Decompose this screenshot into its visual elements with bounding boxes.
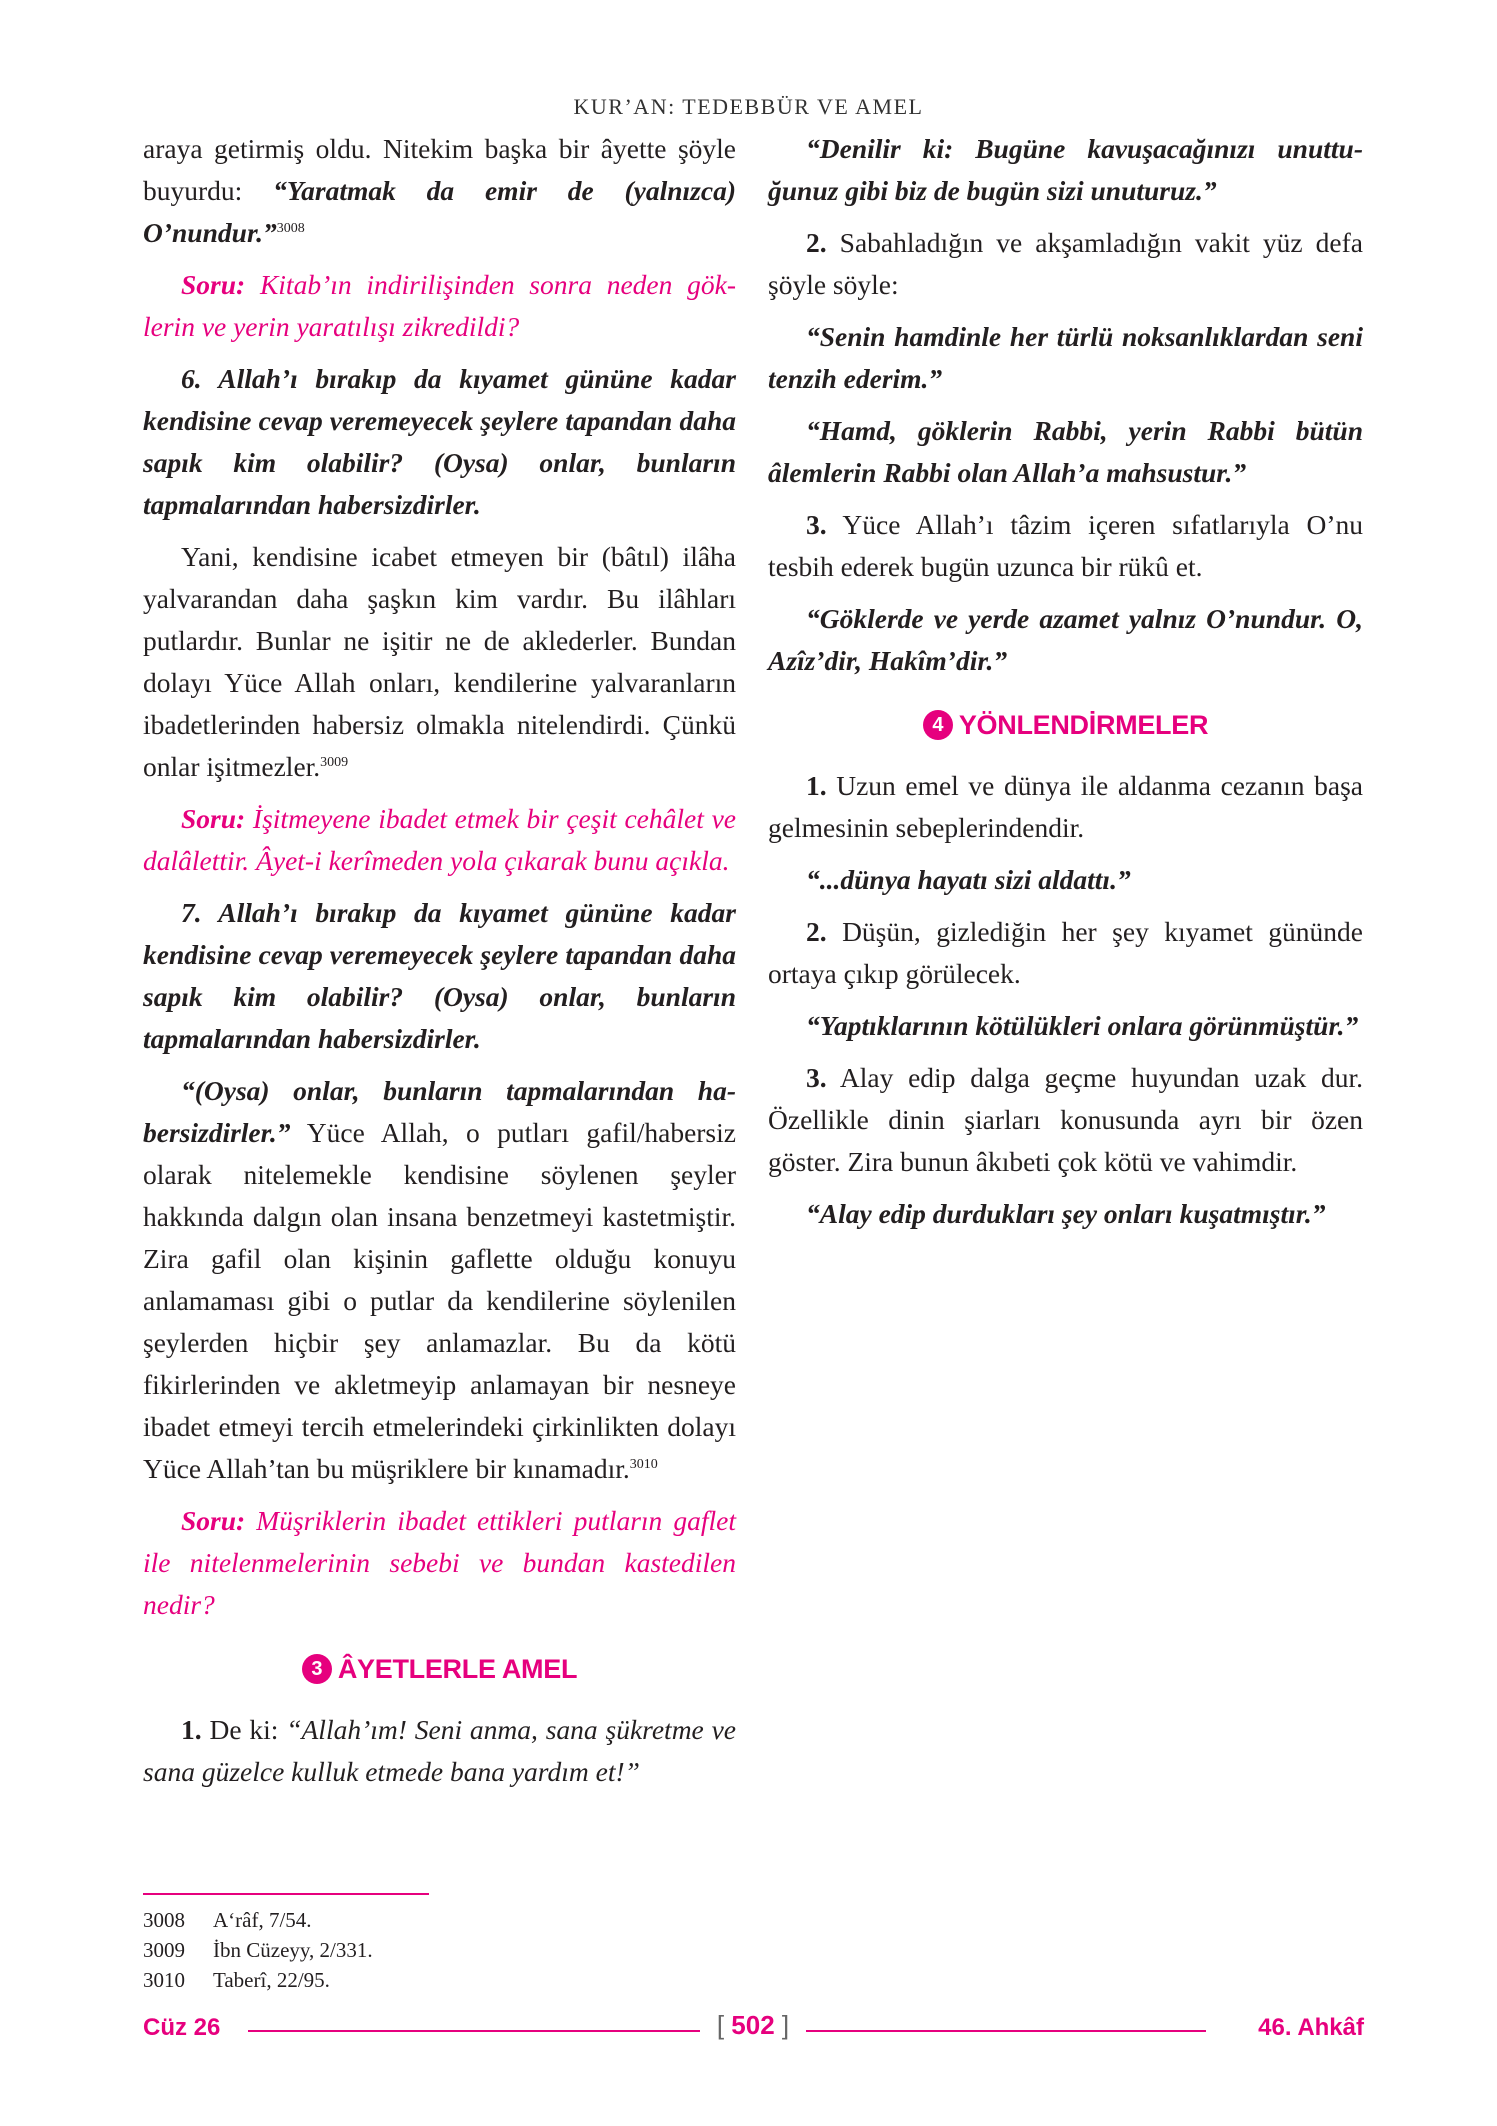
body-text: Uzun emel ve dünya ile aldanma cezanın başa gelmesinin sebeplerindendir. bbox=[768, 770, 1363, 843]
page-bracket: ] bbox=[781, 2010, 790, 2040]
section-heading-ayetlerle-amel bbox=[143, 1654, 736, 1685]
question bbox=[143, 1500, 736, 1626]
question bbox=[143, 264, 736, 348]
right-column bbox=[768, 128, 1363, 1245]
page-number bbox=[700, 2010, 806, 2041]
item-number: 1. bbox=[806, 770, 827, 801]
paragraph bbox=[768, 1057, 1363, 1183]
item-number: 1. bbox=[181, 1714, 202, 1745]
footer-rule bbox=[806, 2030, 1206, 2032]
body-text: Yüce Allah’ı tâzim içeren sıfatlarıyla O’nu tesbih ederek bugün uzunca bir rükû et. bbox=[768, 509, 1363, 582]
section-title: YÖNLENDİRMELER bbox=[958, 710, 1209, 740]
prayer-quote: “Allah’ım! Seni anma, sana şükretme ve sana güzelce kulluk etmede bana yardım et!” bbox=[143, 1714, 736, 1787]
footnote-number: 3010 bbox=[143, 1968, 185, 1992]
footnotes bbox=[143, 1905, 373, 1995]
footnote bbox=[143, 1905, 373, 1935]
footnote bbox=[143, 1965, 373, 1995]
footnote-ref: 3010 bbox=[629, 1457, 658, 1472]
running-header: KUR’AN: TEDEBBÜR VE AMEL bbox=[573, 94, 924, 119]
footnote-ref: 3009 bbox=[320, 755, 349, 770]
paragraph bbox=[143, 1709, 736, 1793]
section-heading-yonlendirmeler bbox=[768, 710, 1363, 741]
footnote-number: 3008 bbox=[143, 1908, 185, 1932]
body-text: Düşün, gizlediğin her şey kıyamet gününde ortaya çıkıp görülecek. bbox=[768, 916, 1363, 989]
question-label: Soru: bbox=[181, 269, 246, 300]
question-label: Soru: bbox=[181, 1505, 246, 1536]
verse: 7. Allah’ı bırakıp da kıyamet gününe kadar kendisine cevap veremeyecek şeylere tapandan daha sapık kim olabilir? (Oysa) onlar, bunların tapmalarından habersizdirler. bbox=[143, 897, 736, 1054]
section-number-badge: 4 bbox=[923, 710, 953, 740]
paragraph bbox=[143, 128, 736, 254]
verse-quote: “Denilir ki: Bugüne kavuşacağınızı unuttuğunuz gibi biz de bugün sizi unuturuz.” bbox=[768, 133, 1363, 206]
verse-quote: “Alay edip durdukları şey onları kuşatmıştır.” bbox=[806, 1198, 1326, 1229]
verse-quote: “Hamd, göklerin Rabbi, yerin Rabbi bütün âlemlerin Rabbi olan Allah’a mahsustur.” bbox=[768, 415, 1363, 488]
section-title: ÂYETLERLE AMEL bbox=[337, 1654, 578, 1684]
body-text: De ki: bbox=[201, 1714, 287, 1745]
left-column bbox=[143, 128, 736, 1803]
item-number: 2. bbox=[806, 916, 827, 947]
item-number: 3. bbox=[806, 509, 827, 540]
page-bracket: [ bbox=[716, 2010, 725, 2040]
section-number-badge: 3 bbox=[302, 1654, 332, 1684]
page-number-value: 502 bbox=[731, 2010, 775, 2040]
paragraph bbox=[768, 222, 1363, 306]
paragraph bbox=[768, 911, 1363, 995]
paragraph bbox=[143, 1070, 736, 1490]
page-footer bbox=[0, 2010, 1497, 2046]
footnote bbox=[143, 1935, 373, 1965]
question-label: Soru: bbox=[181, 803, 246, 834]
verse-quote: “Senin hamdinle her türlü noksanlıklardan seni tenzih ederim.” bbox=[768, 321, 1363, 394]
verse-quote: “Göklerde ve yerde azamet yalnız O’nundur. O, Azîz’dir, Hakîm’dir.” bbox=[768, 603, 1363, 676]
question-text: Kitab’ın indirilişinden sonra neden göklerin ve yerin yaratılışı zikredildi? bbox=[143, 269, 736, 342]
juz-label: Cüz 26 bbox=[143, 2014, 221, 2041]
body-text: Alay edip dalga geçme huyundan uzak dur. Özellikle dinin şiarları konusunda ayrı bir özen göster. Zira bunun âkıbeti çok kötü ve vahimdir. bbox=[768, 1062, 1363, 1177]
question-text: Müşriklerin ibadet ettikleri putların gaflet ile nitelenmelerinin sebebi ve bundan kastedilen nedir? bbox=[143, 1505, 736, 1620]
body-text: Yani, kendisine icabet etmeyen bir (bâtıl) ilâha yalvarandan daha şaşkın kim vardır. Bu ilâhları putlardır. Bunlar ne işitir ne de aklederler. Bundan dolayı Yüce Allah onları, kendilerine yalvaranların ibadetlerinden habersiz olmakla nitelendirdi. Çünkü onlar işitmezler. bbox=[143, 541, 736, 782]
verse: 6. Allah’ı bırakıp da kıyamet gününe kadar kendisine cevap veremeyecek şeylere tapandan daha sapık kim olabilir? (Oysa) onlar, bunların tapmalarından habersizdirler. bbox=[143, 363, 736, 520]
paragraph bbox=[768, 765, 1363, 849]
footnote-ref: 3008 bbox=[276, 221, 305, 236]
footnote-number: 3009 bbox=[143, 1938, 185, 1962]
body-text: araya getirmiş oldu. Nitekim başka bir âyette şöyle buyurdu: bbox=[143, 133, 736, 206]
body-text: Sabahladığın ve akşamladığın vakit yüz defa şöyle söyle: bbox=[768, 227, 1363, 300]
verse-quote: “(Oysa) onlar, bunların tapmalarından habersizdirler.” bbox=[143, 1075, 736, 1148]
question-text: İşitmeyene ibadet etmek bir çeşit cehâlet ve dalâlettir. Âyet-i kerîmeden yola çıkarak bunu açıkla. bbox=[143, 803, 736, 876]
body-text: Yüce Allah, o putları gafil/habersiz olarak nitelemekle kendisine söylenen şeyler hakkında dalgın olan insana benzetmeyi kastetmiştir. Zira gafil olan kişinin gaflette olduğu konuyu anlamaması gibi o putlar da kendilerine söylenilen şeylerden hiçbir şey anlamazlar. Bu da kötü fikirlerinden ve akletmeyip anlamayan bir nesneye ibadet etmeyi tercih etmelerindeki çirkinlikten dolayı Yüce Allah’tan bu müşriklere bir kınamadır. bbox=[143, 1117, 736, 1484]
surah-label: 46. Ahkâf bbox=[1258, 2014, 1364, 2041]
verse-quote: “Yaratmak da emir de (yalnızca) O’nundur.” bbox=[143, 175, 736, 248]
footer-rule bbox=[248, 2030, 700, 2032]
footnote-divider bbox=[143, 1893, 429, 1895]
item-number: 2. bbox=[806, 227, 827, 258]
footnote-text: A‘râf, 7/54. bbox=[213, 1908, 312, 1932]
paragraph bbox=[768, 504, 1363, 588]
paragraph bbox=[143, 536, 736, 788]
question bbox=[143, 798, 736, 882]
verse-quote: “Yaptıklarının kötülükleri onlara görünmüştür.” bbox=[806, 1010, 1359, 1041]
footnote-text: Taberî, 22/95. bbox=[213, 1968, 330, 1992]
footnote-text: İbn Cüzeyy, 2/331. bbox=[213, 1938, 373, 1962]
verse-quote: “...dünya hayatı sizi aldattı.” bbox=[806, 864, 1131, 895]
item-number: 3. bbox=[806, 1062, 827, 1093]
